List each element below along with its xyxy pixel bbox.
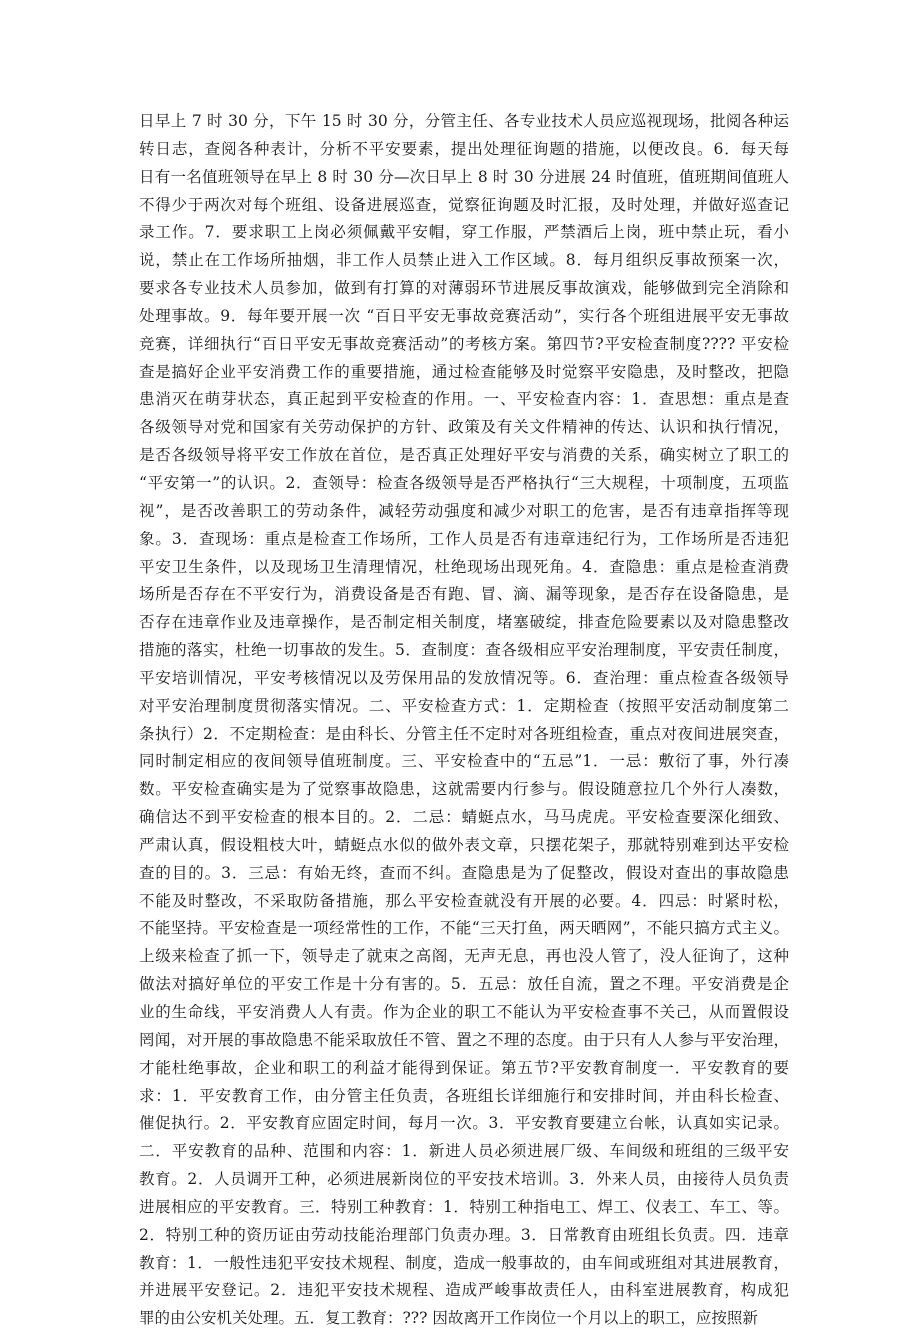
text-line: 日有一名值班领导在早上 8 时 30 分—次日早上 8 时 30 分进展 24 时值班，值班期间值班人 xyxy=(139,167,789,186)
text-line: 业的生命线，平安消费人人有责。作为企业的职工不能认为平安检查事不关己，从而置假设 xyxy=(139,1003,789,1021)
text-line: 否存在违章作业及违章操作，是否制定相关制度，堵塞破绽，排查危险要素以及对隐患整改 xyxy=(139,613,789,632)
text-line: 竞赛，详细执行“百日平安无事故竞赛活动”的考核方案。第四节?平安检查制度???? 平安检 xyxy=(139,334,789,353)
text-line: 并进展平安登记。2．违犯平安技术规程、造成严峻事故责任人，由科室进展教育，构成犯 xyxy=(139,1281,789,1300)
text-line: 患消灭在萌芽状态，真正起到平安检查的作用。一、平安检查内容：1．查思想：重点是查 xyxy=(139,390,789,409)
text-line: 催促执行。2．平安教育应固定时间，每月一次。3．平安教育要建立台帐，认真如实记录。 xyxy=(139,1114,789,1133)
text-line: 数。平安检查确实是为了觉察事故隐患，这就需要内行参与。假设随意拉几个外行人凑数， xyxy=(139,780,789,799)
text-line: 罪的由公安机关处理。五．复工教育：??? 因故离开工作岗位一个月以上的职工，应按照新 xyxy=(139,1309,758,1328)
text-line: 象。3．查现场：重点是检查工作场所，工作人员是否有违章违纪行为，工作场所是否违犯 xyxy=(139,529,789,548)
text-line: 对平安治理制度贯彻落实情况。二、平安检查方式：1．定期检查（按照平安活动制度第二 xyxy=(139,696,789,715)
text-line: 上级来检查了抓一下，领导走了就束之高阁，无声无息，再也没人管了，没人征询了，这种 xyxy=(139,947,789,966)
text-line: 不能坚持。平安检查是一项经常性的工作，不能“三天打鱼，两天晒网”，不能只搞方式主义。 xyxy=(139,919,789,938)
text-line: 视”，是否改善职工的劳动条件，减轻劳动强度和减少对职工的危害，是否有违章指挥等现 xyxy=(139,501,789,520)
text-line: 同时制定相应的夜间领导值班制度。三、平安检查中的“五忌”1．一忌：敷衍了事，外行凑 xyxy=(139,752,789,771)
text-line: 要求各专业技术人员参加，做到有打算的对薄弱环节进展反事故演戏，能够做到完全消除和 xyxy=(139,279,789,298)
text-line: 进展相应的平安教育。三．特别工种教育：1．特别工种指电工、焊工、仪表工、车工、等。 xyxy=(139,1197,789,1216)
text-line: 不得少于两次对每个班组、设备进展巡查，觉察征询题及时汇报，及时处理，并做好巡查记 xyxy=(139,195,789,214)
text-line: 教育。2．人员调开工种，必须进展新岗位的平安技术培训。3．外来人员，由接待人员负责 xyxy=(139,1170,789,1189)
text-line: 转日志，查阅各种表计，分析不平安要素，提出处理征询题的措施，以便改良。6．每天每 xyxy=(139,139,789,158)
text-line: 是否各级领导将平安工作放在首位，是否真正处理好平安与消费的关系，确实树立了职工的 xyxy=(139,446,789,465)
text-line: 各级领导对党和国家有关劳动保护的方针、政策及有关文件精神的传达、认识和执行情况， xyxy=(139,418,789,437)
text-line: 严肃认真，假设粗枝大叶，蜻蜓点水似的做外表文章，只摆花架子，那就特别难到达平安检 xyxy=(139,835,789,854)
text-line: 说，禁止在工作场所抽烟，非工作人员禁止进入工作区域。8．每月组织反事故预案一次， xyxy=(139,251,789,270)
text-line: 教育：1．一般性违犯平安技术规程、制度，造成一般事故的，由车间或班组对其进展教育， xyxy=(139,1253,789,1272)
text-line: 处理事故。9．每年要开展一次 “百日平安无事故竞赛活动”，实行各个班组进展平安无事故 xyxy=(139,306,789,325)
text-line: 二．平安教育的品种、范围和内容：1．新进人员必须进展厂级、车间级和班组的三级平安 xyxy=(139,1142,789,1161)
text-line: 罔闻，对开展的事故隐患不能采取放任不管、置之不理的态度。由于只有人人参与平安治理， xyxy=(139,1030,789,1049)
text-line: 2．特别工种的资历证由劳动技能治理部门负责办理。3．日常教育由班组长负责。四．违章 xyxy=(139,1225,789,1244)
text-line: 场所是否存在不平安行为，消费设备是否有跑、冒、滴、漏等现象，是否存在设备隐患，是 xyxy=(139,585,789,604)
text-line: 条执行）2．不定期检查：是由科长、分管主任不定时对各班组检查，重点对夜间进展突查， xyxy=(139,724,789,743)
text-line: 录工作。7．要求职工上岗必须佩戴平安帽，穿工作服，严禁酒后上岗，班中禁止玩，看小 xyxy=(139,223,789,242)
text-line: 日早上 7 时 30 分，下午 15 时 30 分，分管主任、各专业技术人员应巡视现场，批阅各种运 xyxy=(139,112,789,130)
text-line: 平安培训情况，平安考核情况以及劳保用品的发放情况等。6．查治理：重点检查各级领导 xyxy=(139,668,789,687)
text-line: 确信达不到平安检查的根本目的。2．二忌：蜻蜓点水，马马虎虎。平安检查要深化细致、 xyxy=(139,808,789,827)
text-line: 求：1．平安教育工作，由分管主任负责，各班组长详细施行和安排时间，并由科长检查、 xyxy=(139,1086,789,1105)
text-line: 措施的落实，杜绝一切事故的发生。5．查制度：查各级相应平安治理制度，平安责任制度， xyxy=(139,641,789,660)
text-line: 查的目的。3．三忌：有始无终，查而不纠。查隐患是为了促整改，假设对查出的事故隐患 xyxy=(139,863,789,882)
text-line: 查是搞好企业平安消费工作的重要措施，通过检查能够及时觉察平安隐患，及时整改，把隐 xyxy=(139,362,789,381)
text-line: “平安第一”的认识。2．查领导：检查各级领导是否严格执行“三大规程，十项制度，五项监 xyxy=(139,473,789,492)
text-line: 做法对搞好单位的平安工作是十分有害的。5．五忌：放任自流，置之不理。平安消费是企 xyxy=(139,975,789,994)
text-line: 不能及时整改，不采取防备措施，那么平安检查就没有开展的必要。4．四忌：时紧时松， xyxy=(139,891,789,910)
text-line: 才能杜绝事故，企业和职工的利益才能得到保证。第五节?平安教育制度一．平安教育的要 xyxy=(139,1058,789,1077)
text-line: 平安卫生条件，以及现场卫生清理情况，杜绝现场出现死角。4．查隐患：重点是检查消费 xyxy=(139,557,789,576)
document-body-text xyxy=(139,108,789,1333)
